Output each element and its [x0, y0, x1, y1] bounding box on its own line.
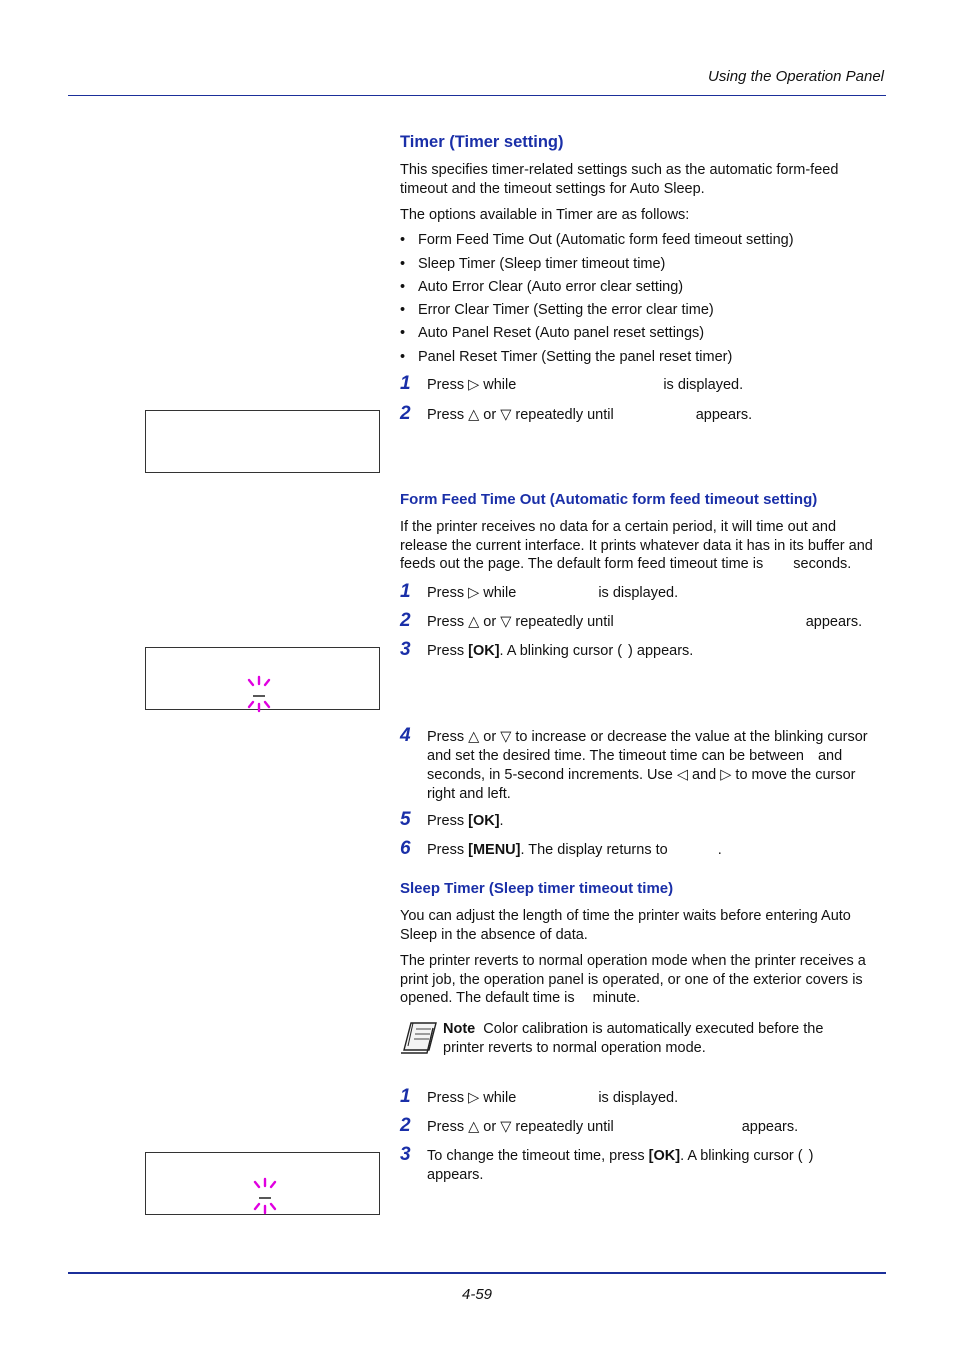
sleep-paragraph-2: The printer reverts to normal operation mode when the printer receives a print job, the operation panel is operated, or one of the exterior covers is opened. The default time is minute. [400, 953, 866, 1006]
note-text: Note Color calibration is automatically executed before the printer reverts to normal operation mode. [443, 1021, 824, 1056]
lcd-display [145, 410, 380, 473]
note-icon [399, 1020, 439, 1056]
blinking-cursor-icon [244, 674, 274, 714]
timer-heading: Timer (Timer setting) [400, 133, 564, 151]
timer-options-intro: The options available in Timer are as follows: [400, 207, 690, 223]
timer-intro: This specifies timer-related settings such as the automatic form-feed timeout and the timeout settings for Auto Sleep. [400, 162, 839, 197]
blinking-cursor-icon [250, 1176, 280, 1216]
formfeed-heading: Form Feed Time Out (Automatic form feed timeout setting) [400, 491, 818, 508]
lcd-display [145, 1152, 380, 1215]
sleep-paragraph-1: You can adjust the length of time the printer waits before entering Auto Sleep in the absence of data. [400, 908, 851, 943]
header-rule [68, 95, 886, 96]
page-number: 4-59 [461, 1286, 493, 1303]
lcd-display [145, 647, 380, 710]
formfeed-description: If the printer receives no data for a certain period, it will time out and release the current interface. It prints whatever data it has in its buffer and feeds out the page. The default form feed timeout time is seconds. [400, 519, 873, 572]
running-header: Using the Operation Panel [708, 68, 884, 85]
footer-rule [68, 1272, 886, 1274]
sleep-heading: Sleep Timer (Sleep timer timeout time) [400, 880, 674, 897]
